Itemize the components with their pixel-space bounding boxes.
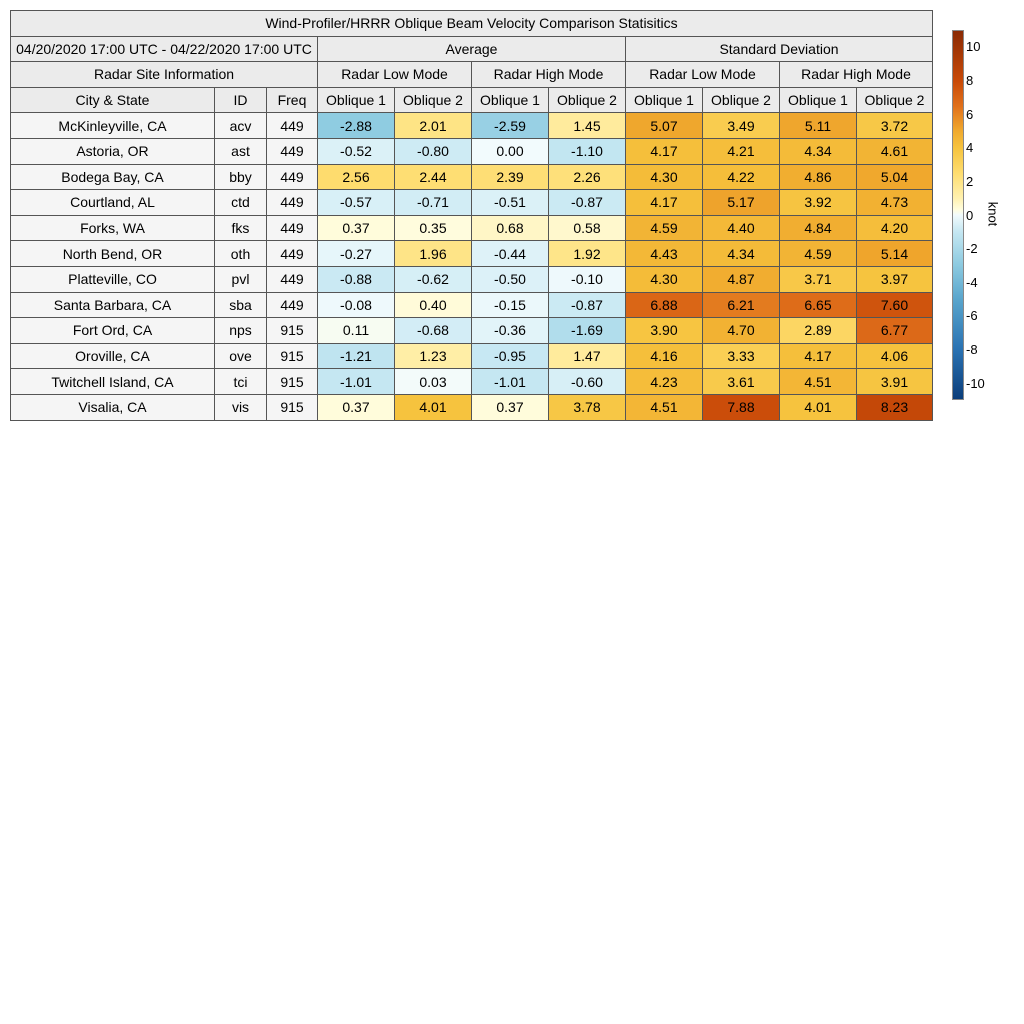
value-cell: 4.23	[626, 369, 703, 395]
site-freq-cell: 449	[267, 266, 318, 292]
column-header: Oblique 2	[703, 87, 780, 113]
value-cell: 2.39	[472, 164, 549, 190]
site-id-cell: bby	[215, 164, 267, 190]
site-freq-cell: 915	[267, 369, 318, 395]
value-cell: 3.49	[703, 113, 780, 139]
site-city-cell: Astoria, OR	[11, 138, 215, 164]
average-group-header: Average	[318, 36, 626, 62]
value-cell: 0.35	[395, 215, 472, 241]
mode-header-avg-low: Radar Low Mode	[318, 62, 472, 88]
value-cell: 4.59	[626, 215, 703, 241]
site-freq-cell: 449	[267, 164, 318, 190]
site-city-cell: North Bend, OR	[11, 241, 215, 267]
colorbar-tick-label: 0	[966, 207, 974, 223]
value-cell: -0.27	[318, 241, 395, 267]
site-city-cell: Courtland, AL	[11, 190, 215, 216]
value-cell: 4.86	[780, 164, 857, 190]
site-freq-cell: 449	[267, 241, 318, 267]
mode-header-avg-high: Radar High Mode	[472, 62, 626, 88]
value-cell: -0.95	[472, 343, 549, 369]
site-freq-cell: 449	[267, 190, 318, 216]
value-cell: 5.07	[626, 113, 703, 139]
value-cell: 4.06	[857, 343, 933, 369]
value-cell: 3.97	[857, 266, 933, 292]
value-cell: -0.60	[549, 369, 626, 395]
value-cell: 4.34	[703, 241, 780, 267]
value-cell: 4.17	[626, 190, 703, 216]
site-freq-cell: 449	[267, 138, 318, 164]
value-cell: -2.88	[318, 113, 395, 139]
value-cell: 1.96	[395, 241, 472, 267]
site-city-cell: Santa Barbara, CA	[11, 292, 215, 318]
value-cell: 1.23	[395, 343, 472, 369]
site-id-cell: ove	[215, 343, 267, 369]
site-id-cell: acv	[215, 113, 267, 139]
value-cell: 4.17	[626, 138, 703, 164]
site-id-cell: pvl	[215, 266, 267, 292]
colorbar-tick-label: -2	[966, 241, 978, 257]
value-cell: 2.01	[395, 113, 472, 139]
value-cell: 4.51	[626, 394, 703, 420]
value-cell: -0.44	[472, 241, 549, 267]
colorbar-tick-label: -4	[966, 274, 978, 290]
value-cell: 4.22	[703, 164, 780, 190]
table-title: Wind-Profiler/HRRR Oblique Beam Velocity Comparison Statisitics	[11, 11, 933, 37]
site-id-cell: tci	[215, 369, 267, 395]
colorbar-tick-label: 6	[966, 106, 974, 122]
value-cell: -0.52	[318, 138, 395, 164]
site-freq-cell: 915	[267, 318, 318, 344]
site-id-cell: nps	[215, 318, 267, 344]
value-cell: -0.71	[395, 190, 472, 216]
site-freq-cell: 449	[267, 292, 318, 318]
value-cell: 7.60	[857, 292, 933, 318]
value-cell: 6.77	[857, 318, 933, 344]
site-freq-cell: 449	[267, 215, 318, 241]
column-header: Oblique 2	[857, 87, 933, 113]
value-cell: 4.34	[780, 138, 857, 164]
colorbar-tick-label: -6	[966, 308, 978, 324]
site-id-cell: vis	[215, 394, 267, 420]
value-cell: 4.16	[626, 343, 703, 369]
value-cell: -0.80	[395, 138, 472, 164]
table-row	[11, 215, 933, 241]
column-header: Oblique 2	[549, 87, 626, 113]
value-cell: 0.37	[318, 215, 395, 241]
value-cell: 4.73	[857, 190, 933, 216]
column-header: Freq	[267, 87, 318, 113]
site-id-cell: ctd	[215, 190, 267, 216]
value-cell: -0.36	[472, 318, 549, 344]
value-cell: 5.14	[857, 241, 933, 267]
site-freq-cell: 915	[267, 394, 318, 420]
value-cell: 4.40	[703, 215, 780, 241]
site-city-cell: Twitchell Island, CA	[11, 369, 215, 395]
table-row	[11, 241, 933, 267]
site-id-cell: fks	[215, 215, 267, 241]
value-cell: 5.04	[857, 164, 933, 190]
value-cell: -0.57	[318, 190, 395, 216]
colorbar	[952, 30, 964, 400]
value-cell: 4.01	[395, 394, 472, 420]
table-row	[11, 266, 933, 292]
value-cell: 5.17	[703, 190, 780, 216]
table-row	[11, 369, 933, 395]
value-cell: -0.50	[472, 266, 549, 292]
value-cell: -1.01	[318, 369, 395, 395]
value-cell: 4.30	[626, 164, 703, 190]
colorbar-label: knot	[985, 201, 1001, 227]
value-cell: -0.08	[318, 292, 395, 318]
site-id-cell: sba	[215, 292, 267, 318]
value-cell: 0.37	[318, 394, 395, 420]
column-header: Oblique 1	[472, 87, 549, 113]
value-cell: -0.87	[549, 292, 626, 318]
table-row	[11, 394, 933, 420]
value-cell: 3.92	[780, 190, 857, 216]
site-city-cell: Platteville, CO	[11, 266, 215, 292]
value-cell: 4.01	[780, 394, 857, 420]
value-cell: 3.72	[857, 113, 933, 139]
site-freq-cell: 449	[267, 113, 318, 139]
value-cell: -0.51	[472, 190, 549, 216]
value-cell: 4.43	[626, 241, 703, 267]
colorbar-tick-label: 2	[966, 173, 974, 189]
value-cell: 1.45	[549, 113, 626, 139]
value-cell: -1.10	[549, 138, 626, 164]
value-cell: 4.70	[703, 318, 780, 344]
value-cell: 4.20	[857, 215, 933, 241]
value-cell: 4.30	[626, 266, 703, 292]
value-cell: 7.88	[703, 394, 780, 420]
std-dev-group-header: Standard Deviation	[626, 36, 933, 62]
value-cell: 3.78	[549, 394, 626, 420]
table-row	[11, 343, 933, 369]
value-cell: -0.88	[318, 266, 395, 292]
value-cell: -2.59	[472, 113, 549, 139]
value-cell: 4.87	[703, 266, 780, 292]
statistics-table-container	[10, 10, 932, 421]
colorbar-tick-label: -8	[966, 342, 978, 358]
column-header: Oblique 2	[395, 87, 472, 113]
value-cell: 4.21	[703, 138, 780, 164]
site-id-cell: ast	[215, 138, 267, 164]
colorbar-tick-label: 10	[966, 39, 981, 55]
value-cell: 5.11	[780, 113, 857, 139]
value-cell: 0.37	[472, 394, 549, 420]
value-cell: -1.01	[472, 369, 549, 395]
value-cell: 4.84	[780, 215, 857, 241]
value-cell: 3.33	[703, 343, 780, 369]
value-cell: 3.61	[703, 369, 780, 395]
table-row	[11, 164, 933, 190]
value-cell: 2.44	[395, 164, 472, 190]
site-city-cell: Fort Ord, CA	[11, 318, 215, 344]
mode-header-std-low: Radar Low Mode	[626, 62, 780, 88]
site-city-cell: Visalia, CA	[11, 394, 215, 420]
table-row	[11, 318, 933, 344]
value-cell: 4.61	[857, 138, 933, 164]
value-cell: 4.51	[780, 369, 857, 395]
value-cell: 1.47	[549, 343, 626, 369]
table-row	[11, 138, 933, 164]
value-cell: 4.59	[780, 241, 857, 267]
value-cell: -0.10	[549, 266, 626, 292]
site-city-cell: Bodega Bay, CA	[11, 164, 215, 190]
value-cell: -0.62	[395, 266, 472, 292]
site-freq-cell: 915	[267, 343, 318, 369]
value-cell: 1.92	[549, 241, 626, 267]
site-city-cell: Forks, WA	[11, 215, 215, 241]
site-info-header: Radar Site Information	[11, 62, 318, 88]
value-cell: -0.87	[549, 190, 626, 216]
mode-header-std-high: Radar High Mode	[780, 62, 933, 88]
colorbar-tick-label: 8	[966, 72, 974, 88]
column-header: Oblique 1	[626, 87, 703, 113]
column-header: ID	[215, 87, 267, 113]
date-range: 04/20/2020 17:00 UTC - 04/22/2020 17:00 UTC	[11, 36, 318, 62]
colorbar-tick-label: -10	[966, 375, 985, 391]
statistics-table	[10, 10, 933, 421]
value-cell: 0.40	[395, 292, 472, 318]
value-cell: 6.21	[703, 292, 780, 318]
value-cell: 8.23	[857, 394, 933, 420]
value-cell: 4.17	[780, 343, 857, 369]
column-header: City & State	[11, 87, 215, 113]
site-id-cell: oth	[215, 241, 267, 267]
column-header: Oblique 1	[780, 87, 857, 113]
value-cell: 2.89	[780, 318, 857, 344]
value-cell: 2.26	[549, 164, 626, 190]
value-cell: 0.58	[549, 215, 626, 241]
value-cell: 0.00	[472, 138, 549, 164]
value-cell: 0.68	[472, 215, 549, 241]
value-cell: 3.90	[626, 318, 703, 344]
value-cell: 6.65	[780, 292, 857, 318]
site-city-cell: Oroville, CA	[11, 343, 215, 369]
colorbar-tick-label: 4	[966, 140, 974, 156]
value-cell: -0.68	[395, 318, 472, 344]
value-cell: 6.88	[626, 292, 703, 318]
table-row	[11, 113, 933, 139]
value-cell: -1.21	[318, 343, 395, 369]
value-cell: 3.71	[780, 266, 857, 292]
table-row	[11, 292, 933, 318]
value-cell: 0.03	[395, 369, 472, 395]
value-cell: 0.11	[318, 318, 395, 344]
value-cell: 2.56	[318, 164, 395, 190]
value-cell: -1.69	[549, 318, 626, 344]
table-row	[11, 190, 933, 216]
site-city-cell: McKinleyville, CA	[11, 113, 215, 139]
value-cell: -0.15	[472, 292, 549, 318]
column-header: Oblique 1	[318, 87, 395, 113]
value-cell: 3.91	[857, 369, 933, 395]
